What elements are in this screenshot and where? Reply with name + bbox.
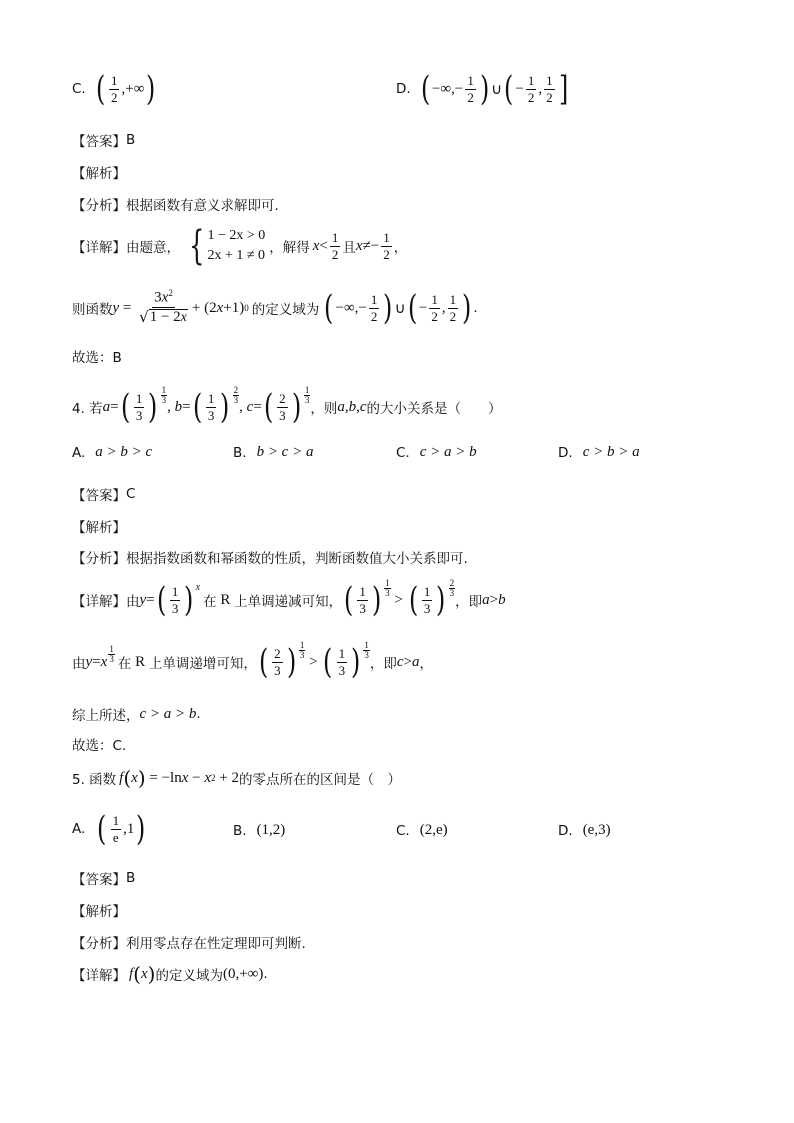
q5-analysis-heading: 【解析】	[72, 904, 126, 920]
q3-choose: 故选：B	[72, 350, 122, 366]
q3-analysis-heading: 【解析】	[72, 166, 126, 182]
function-fraction: $3x^2$ √ 1 − 2x	[139, 288, 187, 327]
q3-option-d: D. ( −∞,− $\frac{1}{2}$ ) ∪ ( − $\frac{1}{2}$ , $\frac{1}{2}$ ]	[396, 69, 568, 109]
q3-detail: 【详解】 由题意， { 1 − 2x > 0 2x + 1 ≠ 0 ，解得 x < $\frac{1}{2}$ 且 x ≠− $\frac{1}{2}$ ，	[72, 223, 408, 270]
q5-stem: 5. 函数 f ( x ) = −ln x − x 2 + 2 的零点所在的区间是（ ）	[72, 766, 402, 790]
inequality-system: { 1 − 2x > 0 2x + 1 ≠ 0	[189, 223, 266, 270]
q5-option-a: A. ( $\frac{1}{e}$ ,1 )	[72, 809, 146, 849]
q4-detail-line2: 由 y = x 1 3 在 R 上单调递增可知， ( $\frac{2}{3}$ ) 1 3 > ( $\frac{1}{3}$ ) 1 3 ，即 c > a ，	[72, 639, 433, 682]
q4-analysis-heading: 【解析】	[72, 520, 126, 536]
q4-stem: 4. 若 a = ( $\frac{1}{3}$ ) 1 3 , b = ( $\frac{1}{3}$ ) 2 3 , c = ( $\frac{2}{3}$ ) 1 3 ，则 a , b , c 的大小关系是（ ）	[72, 384, 502, 427]
q4-option-c: C. c > a > b	[396, 444, 477, 461]
q3-function-domain: 则函数 y = $3x^2$ √ 1 − 2x + (2 x +1) 0 的定义域为 ( −∞,− $\frac{1}{2}$ ) ∪ ( − $\frac{1}{2}$ , $\frac{1}{2}$ ) .	[72, 288, 478, 329]
q4-answer: 【答案】 C	[72, 486, 136, 504]
q3-option-c: C. ( $\frac{1}{2}$ ,+∞ )	[72, 69, 156, 109]
q5-fenxi: 【分析】 利用零点存在性定理即可判断.	[72, 936, 306, 952]
q4-option-b: B. b > c > a	[233, 444, 314, 461]
q5-option-c: C. (2,e)	[396, 822, 448, 839]
q4-summary: 综上所述， c > a > b .	[72, 705, 201, 724]
q5-answer: 【答案】 B	[72, 870, 136, 888]
q5-option-d: D. (e,3)	[558, 822, 611, 839]
q3-fenxi: 【分析】 根据函数有意义求解即可.	[72, 198, 279, 214]
option-label: D.	[396, 81, 411, 97]
q4-fenxi: 【分析】 根据指数函数和幂函数的性质，判断函数值大小关系即可.	[72, 551, 468, 567]
q4-option-d: D. c > b > a	[558, 444, 640, 461]
fraction-one-half: $\frac{1}{2}$	[110, 72, 118, 105]
q4-detail-line1: 【详解】 由 y = ( $\frac{1}{3}$ ) x 在 R 上单调递减可知， ( $\frac{1}{3}$ ) 1 3 > ( $\frac{1}{3}$ ) 2 3 ，即 a > b	[72, 577, 506, 620]
q5-detail: 【详解】 f ( x ) 的定义域为 (0,+∞) .	[72, 962, 268, 986]
q3-answer: 【答案】 B	[72, 132, 136, 150]
q4-choose: 故选：C.	[72, 738, 127, 754]
q5-option-b: B. (1,2)	[233, 822, 286, 839]
option-label: C.	[72, 81, 86, 97]
q4-option-a: A. a > b > c	[72, 444, 153, 461]
